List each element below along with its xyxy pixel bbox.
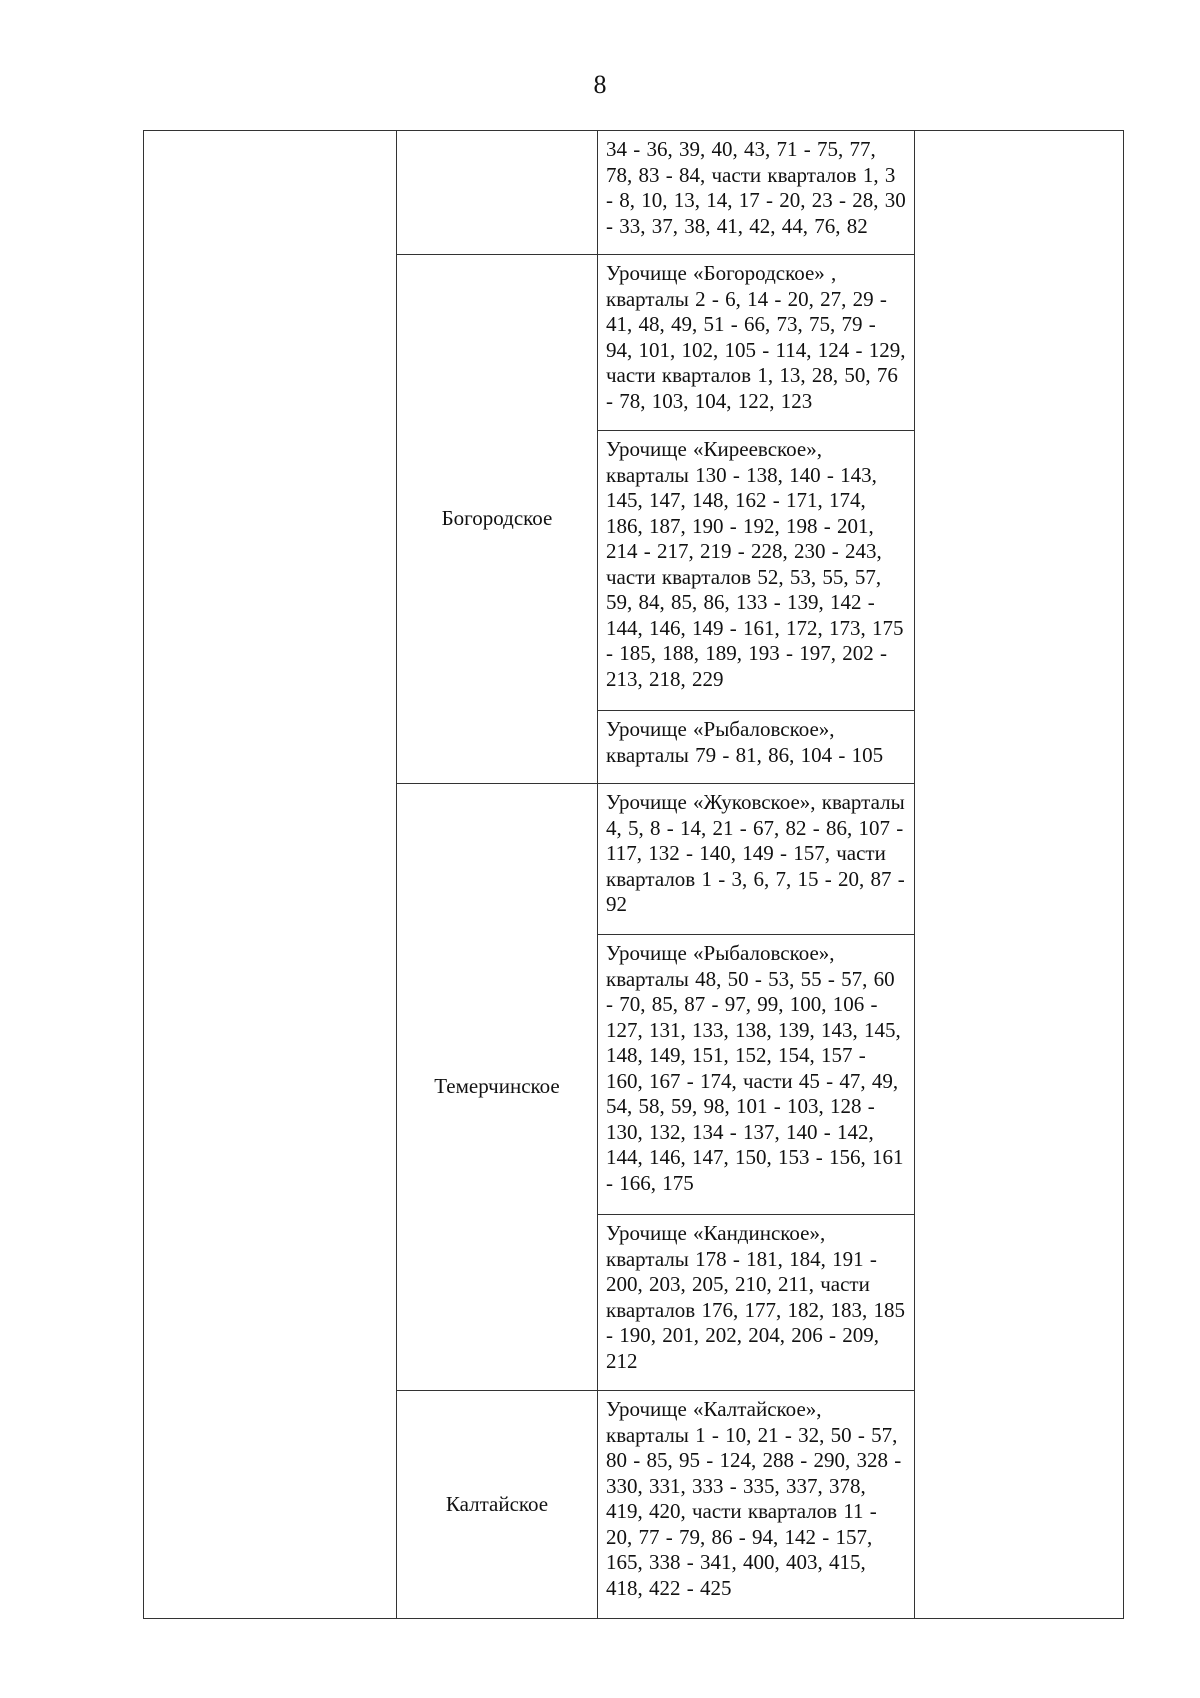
quarters-text: Урочище «Калтайское», кварталы 1 - 10, 21 - 32, 50 - 57, 80 - 85, 95 - 124, 288 - 290, 328 - 330, 331, 333 - 335, 337, 378, 419, 420, части кварталов 11 - 20, 77 - 79, 86 - 94, 142 - 157, 165, 338 - 341, 400, 403, 415, 418, 422 - 425 [606, 1397, 902, 1600]
quarters-cell [598, 1215, 915, 1391]
forest-quarters-table [143, 130, 1124, 1619]
region-cell [397, 1391, 598, 1619]
quarters-text: Урочище «Рыбаловское», кварталы 79 - 81, 86, 104 - 105 [606, 717, 884, 767]
quarters-cell [598, 935, 915, 1215]
quarters-cell [598, 431, 915, 711]
region-name: Калтайское [445, 1491, 549, 1516]
quarters-cell [598, 784, 915, 935]
quarters-cell [598, 711, 915, 784]
region-name: Темерчинское [434, 1074, 560, 1099]
region-cell [397, 131, 598, 255]
first-column-cell [144, 131, 397, 1619]
table-row [144, 131, 1124, 255]
quarters-text: Урочище «Киреевское», кварталы 130 - 138, 140 - 143, 145, 147, 148, 162 - 171, 174, 186, 187, 190 - 192, 198 - 201, 214 - 217, 219 - 228, 230 - 243, части кварталов 52, 53, 55, 57, 59, 84, 85, 86, 133 - 139, 142 - 144, 146, 149 - 161, 172, 173, 175 - 185, 188, 189, 193 - 197, 202 - 213, 218, 229 [606, 437, 904, 691]
page-number: 8 [593, 70, 607, 99]
region-cell [397, 255, 598, 784]
quarters-text: Урочище «Богородское» , кварталы 2 - 6, 14 - 20, 27, 29 - 41, 48, 49, 51 - 66, 73, 75, 79 - 94, 101, 102, 105 - 114, 124 - 129, части кварталов 1, 13, 28, 50, 76 - 78, 103, 104, 122, 123 [606, 261, 906, 413]
quarters-text: Урочище «Жуковское», кварталы 4, 5, 8 - 14, 21 - 67, 82 - 86, 107 - 117, 132 - 140, 149 - 157, части кварталов 1 - 3, 6, 7, 15 - 20, 87 - 92 [606, 790, 905, 916]
last-column-cell [915, 131, 1124, 1619]
region-name: Богородское [441, 506, 553, 531]
quarters-text: Урочище «Рыбаловское», кварталы 48, 50 - 53, 55 - 57, 60 - 70, 85, 87 - 97, 99, 100, 106 - 127, 131, 133, 138, 139, 143, 145, 148, 149, 151, 152, 154, 157 - 160, 167 - 174, части 45 - 47, 49, 54, 58, 59, 98, 101 - 103, 128 - 130, 132, 134 - 137, 140 - 142, 144, 146, 147, 150, 153 - 156, 161 - 166, 175 [606, 941, 904, 1195]
quarters-text: Урочище «Кандинское», кварталы 178 - 181, 184, 191 - 200, 203, 205, 210, 211, части кварталов 176, 177, 182, 183, 185 - 190, 201, 202, 204, 206 - 209, 212 [606, 1221, 905, 1373]
region-cell [397, 784, 598, 1391]
quarters-cell [598, 1391, 915, 1619]
quarters-text: 34 - 36, 39, 40, 43, 71 - 75, 77, 78, 83 - 84, части кварталов 1, 3 - 8, 10, 13, 14, 17 - 20, 23 - 28, 30 - 33, 37, 38, 41, 42, 44, 76, 82 [606, 137, 906, 238]
quarters-cell [598, 255, 915, 431]
quarters-cell [598, 131, 915, 255]
